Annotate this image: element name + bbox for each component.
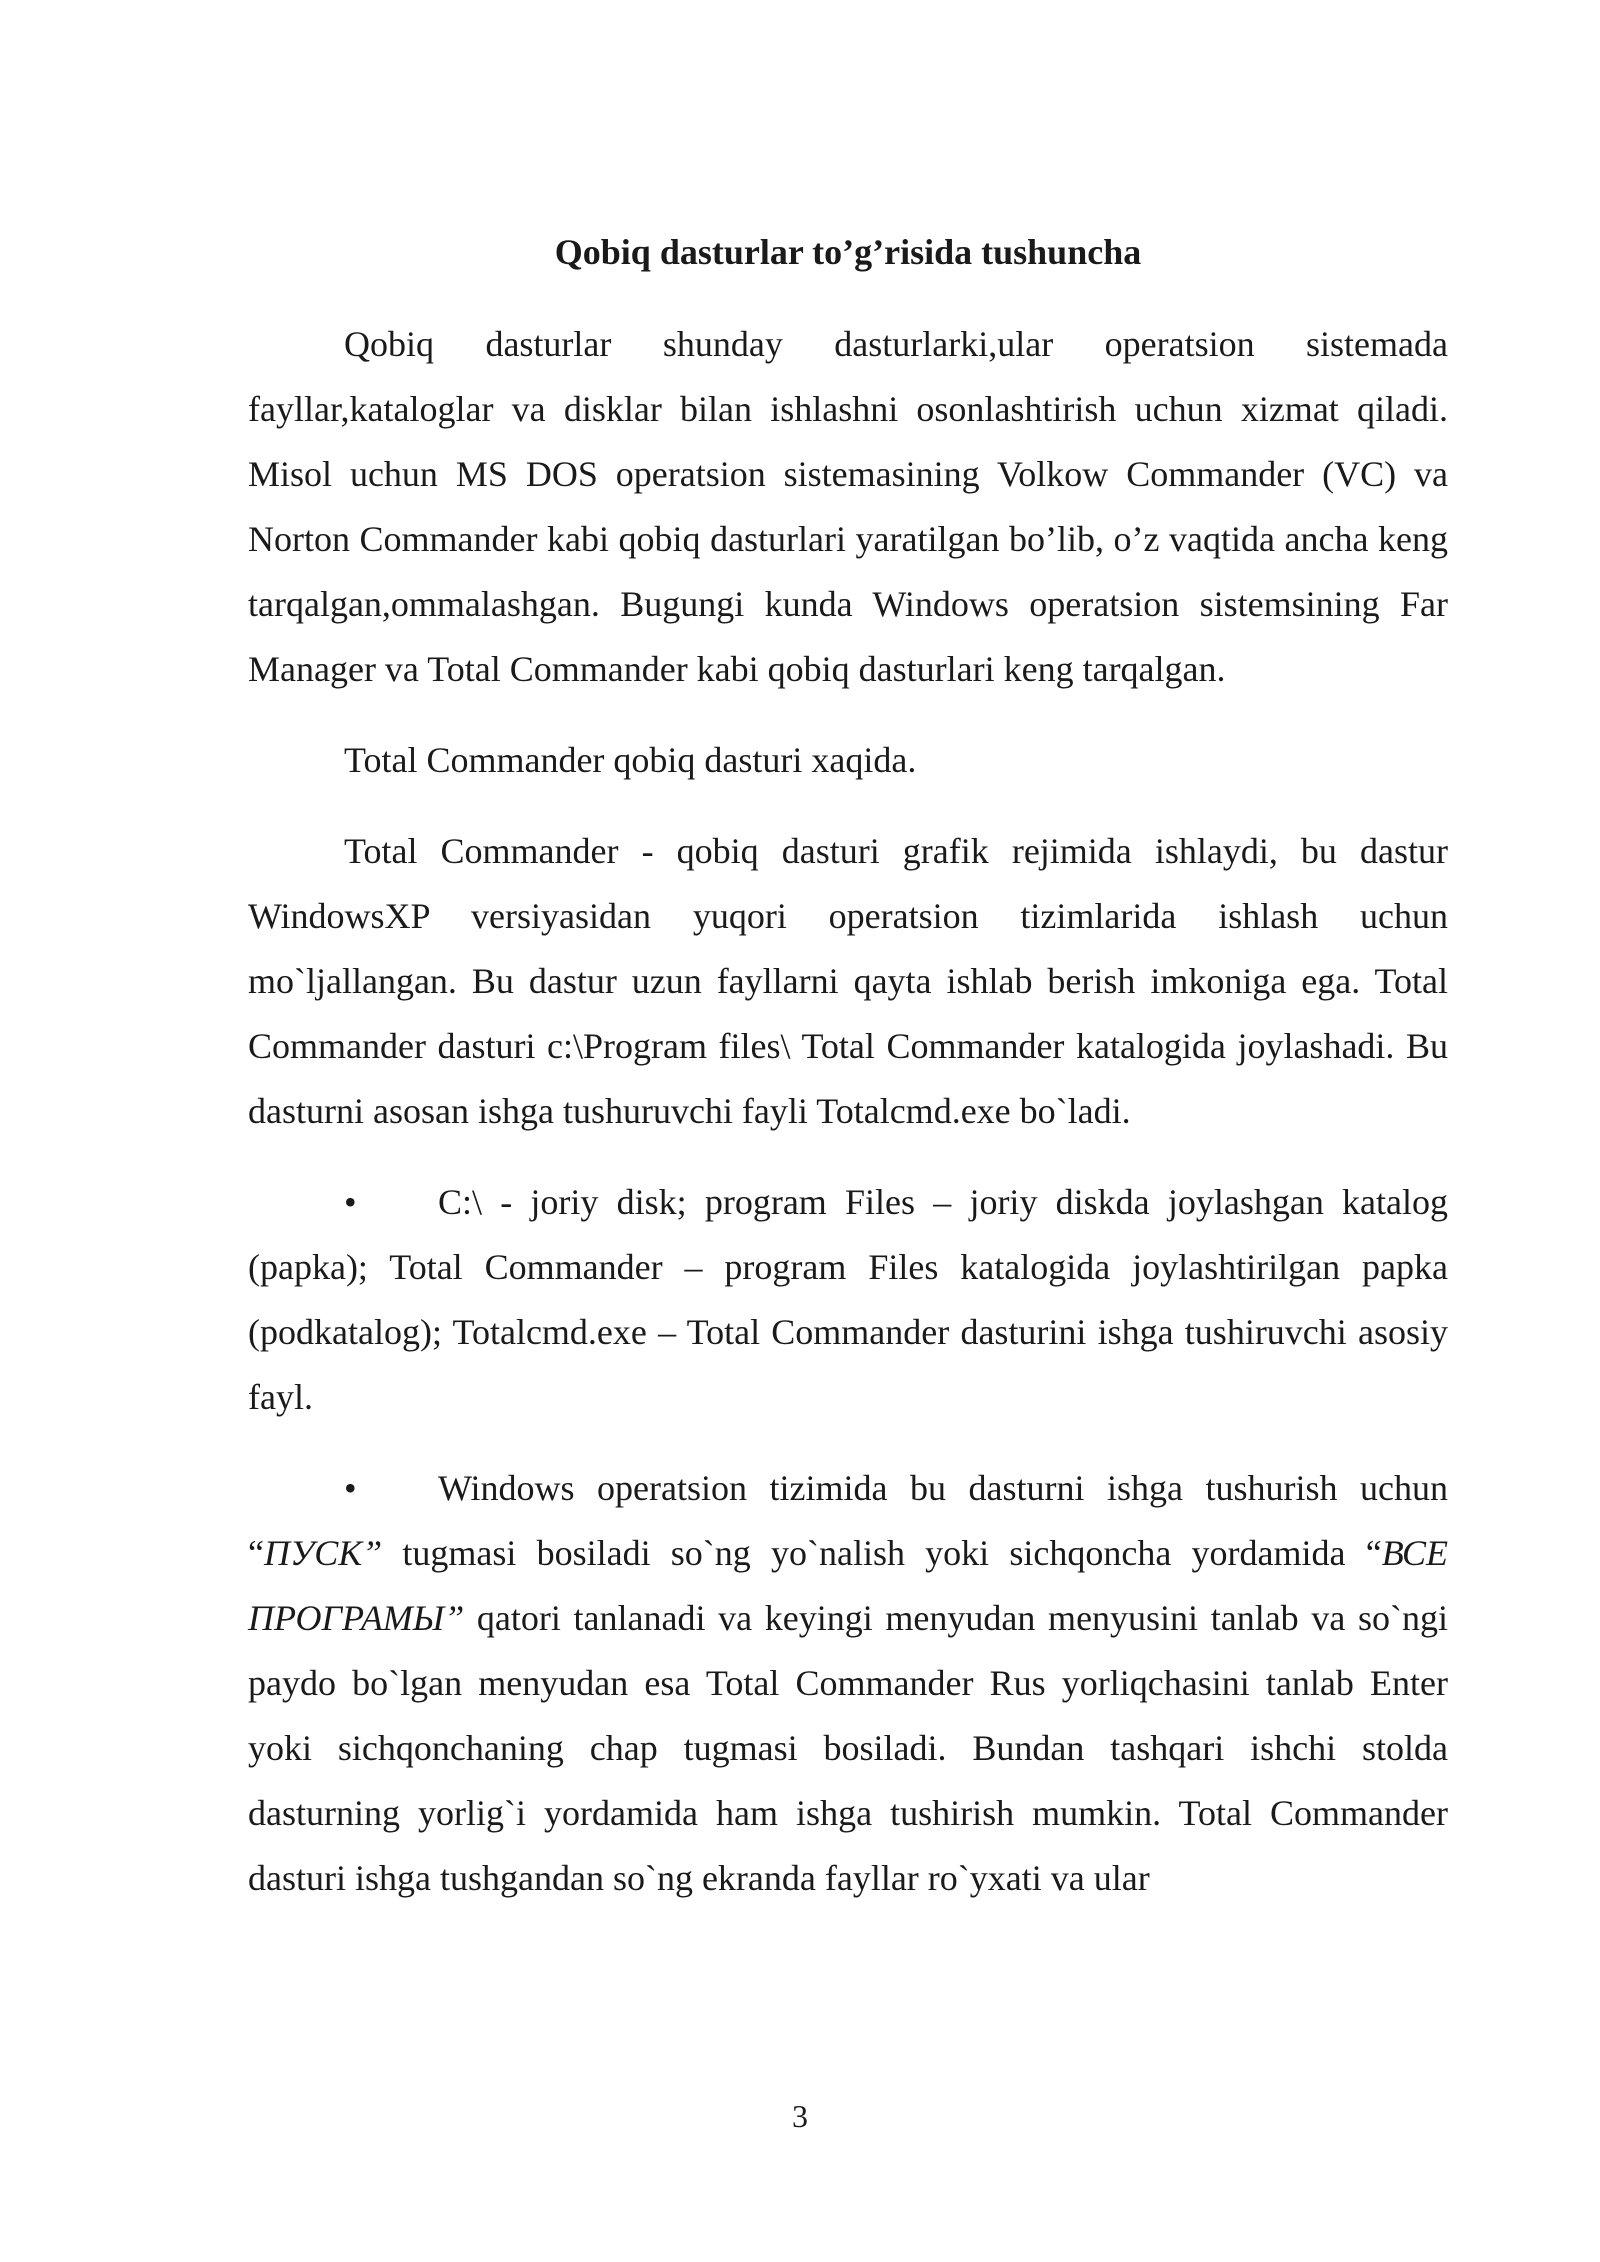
bullet-item-launch-text-2: tugmasi bosiladi so`ng yo`nalish yoki sichqoncha yordamida “	[382, 1533, 1382, 1573]
bullet-icon: •	[344, 1182, 357, 1222]
bullet-item-launch	[248, 1456, 1448, 1911]
bullet-item-paths	[248, 1170, 1448, 1430]
bullet-item-paths-text: C:\ - joriy disk; program Files – joriy diskda joylashgan katalog (papka); Total Commander – program Files katalogida joylashtirilgan papka (podkatalog); Totalcmd.exe – Total Commander dasturini ishga tushiruvchi asosiy fayl.	[248, 1182, 1448, 1417]
document-title: Qobiq dasturlar to’g’risida tushuncha	[554, 232, 1142, 272]
menu-label-all-programs: ВСЕ ПРОГРАМЫ”	[248, 1533, 1448, 1638]
bullet-item-launch-text-1: Windows operatsion tizimida bu dasturni ishga tushurish uchun “	[248, 1468, 1448, 1573]
bullet-item-launch-text-3: qatori tanlanadi va keyingi menyudan menyusini tanlab va so`ngi paydo bo`lgan menyudan esa Total Commander Rus yorliqchasini tanlab Enter yoki sichqonchaning chap tugmasi bosiladi. Bundan tashqari ishchi stolda dasturning yorlig`i yordamida ham ishga tushirish mumkin. Total Commander dasturi ishga tushgandan so`ng ekranda fayllar ro`yxati va ular	[248, 1598, 1448, 1898]
page-number: 3	[792, 2098, 808, 2134]
bullet-icon: •	[344, 1468, 357, 1508]
paragraph-subheading: Total Commander qobiq dasturi xaqida.	[344, 740, 917, 780]
document-page	[248, 222, 1448, 1937]
paragraph-intro: Qobiq dasturlar shunday dasturlarki,ular operatsion sistemada fayllar,kataloglar va disklar bilan ishlashni osonlashtirish uchun xizmat qiladi. Misol uchun MS DOS operatsion sistemasining Volkow Commander (VC) va Norton Commander kabi qobiq dasturlari yaratilgan bo’lib, o’z vaqtida ancha keng tarqalgan,ommalashgan. Bugungi kunda Windows operatsion sistemsining Far Manager va Total Commander kabi qobiq dasturlari keng tarqalgan.	[248, 324, 1448, 689]
menu-label-pusk: ПУСК”	[263, 1533, 383, 1573]
paragraph-total-commander: Total Commander - qobiq dasturi grafik rejimida ishlaydi, bu dastur WindowsXP versiyasidan yuqori operatsion tizimlarida ishlash uchun mo`ljallangan. Bu dastur uzun fayllarni qayta ishlab berish imkoniga ega. Total Commander dasturi c:\Program files\ Total Commander katalogida joylashadi. Bu dasturni asosan ishga tushuruvchi fayli Totalcmd.exe bo`ladi.	[248, 831, 1448, 1131]
